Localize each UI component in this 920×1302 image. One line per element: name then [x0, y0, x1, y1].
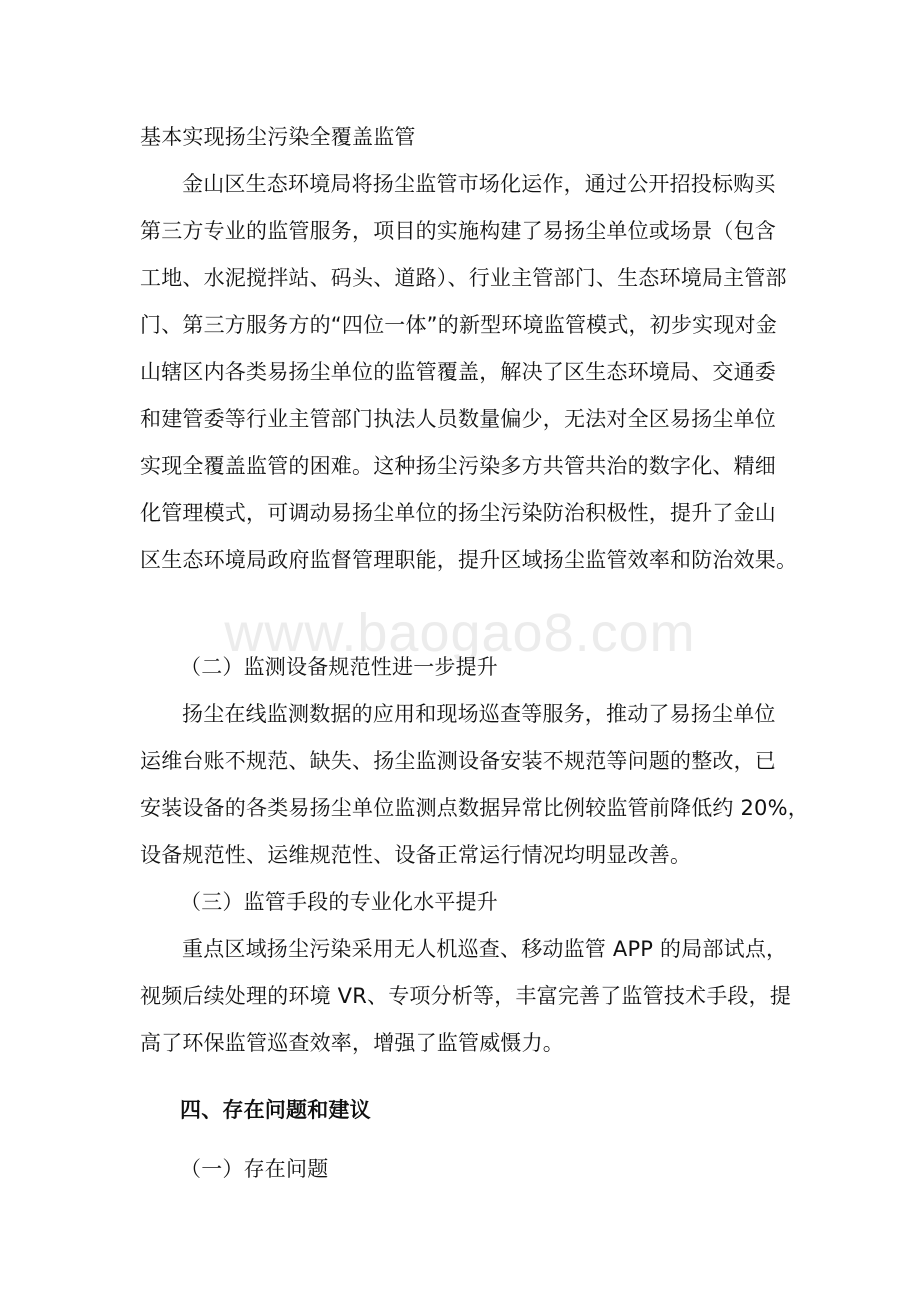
intro-line-7: 实现全覆盖监管的困难。这种扬尘污染多方共管共治的数字化、精细 [140, 454, 776, 478]
intro-line-8: 化管理模式，可调动易扬尘单位的扬尘污染防治积极性，提升了金山 [140, 501, 776, 525]
section-2-line-1: 扬尘在线监测数据的应用和现场巡查等服务，推动了易扬尘单位 [182, 702, 776, 726]
intro-line-1: 金山区生态环境局将扬尘监管市场化运作，通过公开招投标购买 [182, 172, 776, 196]
section-2-line-4: 设备规范性、运维规范性、设备正常运行情况均明显改善。 [140, 843, 692, 867]
section-4-subheading: （一）存在问题 [180, 1157, 329, 1181]
intro-line-4: 门、第三方服务方的“四位一体”的新型环境监管模式，初步实现对金 [140, 313, 777, 337]
intro-line-9: 区生态环境局政府监督管理职能，提升区域扬尘监管效率和防治效果。 [140, 548, 798, 572]
watermark: www.baogao8.com [224, 603, 696, 663]
intro-line-6: 和建管委等行业主管部门执法人员数量偏少，无法对全区易扬尘单位 [140, 407, 776, 431]
section-2-line-3: 安装设备的各类易扬尘单位监测点数据异常比例较监管前降低约 20%， [140, 796, 809, 820]
section-2-heading: （二）监测设备规范性进一步提升 [180, 655, 498, 679]
intro-heading-tail: 基本实现扬尘污染全覆盖监管 [140, 125, 416, 149]
section-4-heading: 四、存在问题和建议 [180, 1098, 371, 1122]
intro-line-2: 第三方专业的监管服务，项目的实施构建了易扬尘单位或场景（包含 [140, 219, 776, 243]
intro-line-5: 山辖区内各类易扬尘单位的监管覆盖，解决了区生态环境局、交通委 [140, 360, 776, 384]
section-3-heading: （三）监管手段的专业化水平提升 [180, 890, 498, 914]
section-3-line-2: 视频后续处理的环境 VR、专项分析等，丰富完善了监管技术手段，提 [140, 984, 792, 1008]
section-3-line-1: 重点区域扬尘污染采用无人机巡查、移动监管 APP 的局部试点， [182, 937, 788, 961]
intro-line-3: 工地、水泥搅拌站、码头、道路）、行业主管部门、生态环境局主管部 [140, 266, 787, 290]
section-3-line-3: 高了环保监管巡查效率，增强了监管威慑力。 [140, 1031, 564, 1055]
section-2-line-2: 运维台账不规范、缺失、扬尘监测设备安装不规范等问题的整改，已 [140, 749, 776, 773]
